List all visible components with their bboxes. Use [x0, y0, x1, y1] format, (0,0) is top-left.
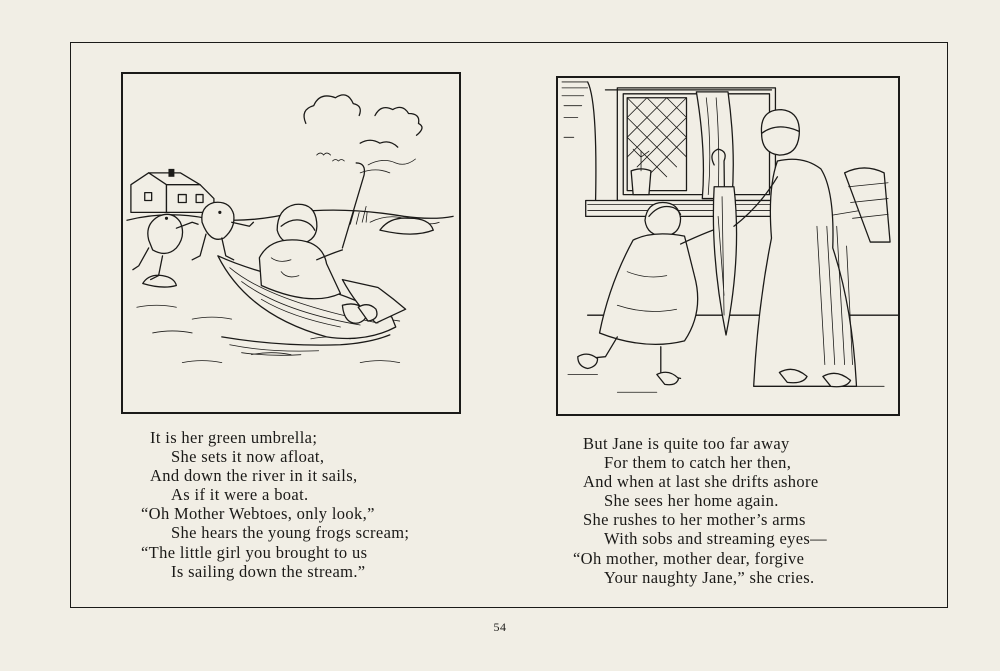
- illustration-girl-and-mother: [556, 76, 900, 416]
- verse-line: As if it were a boat.: [171, 485, 309, 505]
- verse-line: She sets it now afloat,: [171, 447, 325, 467]
- verse-line: For them to catch her then,: [604, 453, 792, 473]
- verse-line: Your naughty Jane,” she cries.: [604, 567, 815, 587]
- verse-line: With sobs and streaming eyes—: [604, 529, 828, 549]
- verse-line: “Oh mother, mother dear, forgive: [573, 548, 805, 568]
- verse-line: “Oh Mother Webtoes, only look,”: [141, 504, 375, 524]
- girl-running-to-mother-icon: [558, 78, 898, 414]
- illustration-girl-in-umbrella: [121, 72, 461, 414]
- verse-line: And when at last she drifts ashore: [583, 472, 819, 492]
- verse-line: She hears the young frogs scream;: [171, 523, 410, 543]
- verse-line: But Jane is quite too far away: [583, 434, 790, 453]
- verse-left: [141, 428, 410, 581]
- page-number: 54: [493, 620, 507, 634]
- verse-line: It is her green umbrella;: [150, 428, 318, 447]
- verse-line: She rushes to her mother’s arms: [583, 510, 806, 530]
- verse-line: And down the river in it sails,: [150, 466, 358, 486]
- girl-sailing-umbrella-icon: [123, 74, 459, 412]
- verse-line: Is sailing down the stream.”: [171, 561, 366, 581]
- verse-line: “The little girl you brought to us: [141, 542, 368, 562]
- verse-right: [573, 434, 828, 587]
- verse-line: She sees her home again.: [604, 491, 779, 511]
